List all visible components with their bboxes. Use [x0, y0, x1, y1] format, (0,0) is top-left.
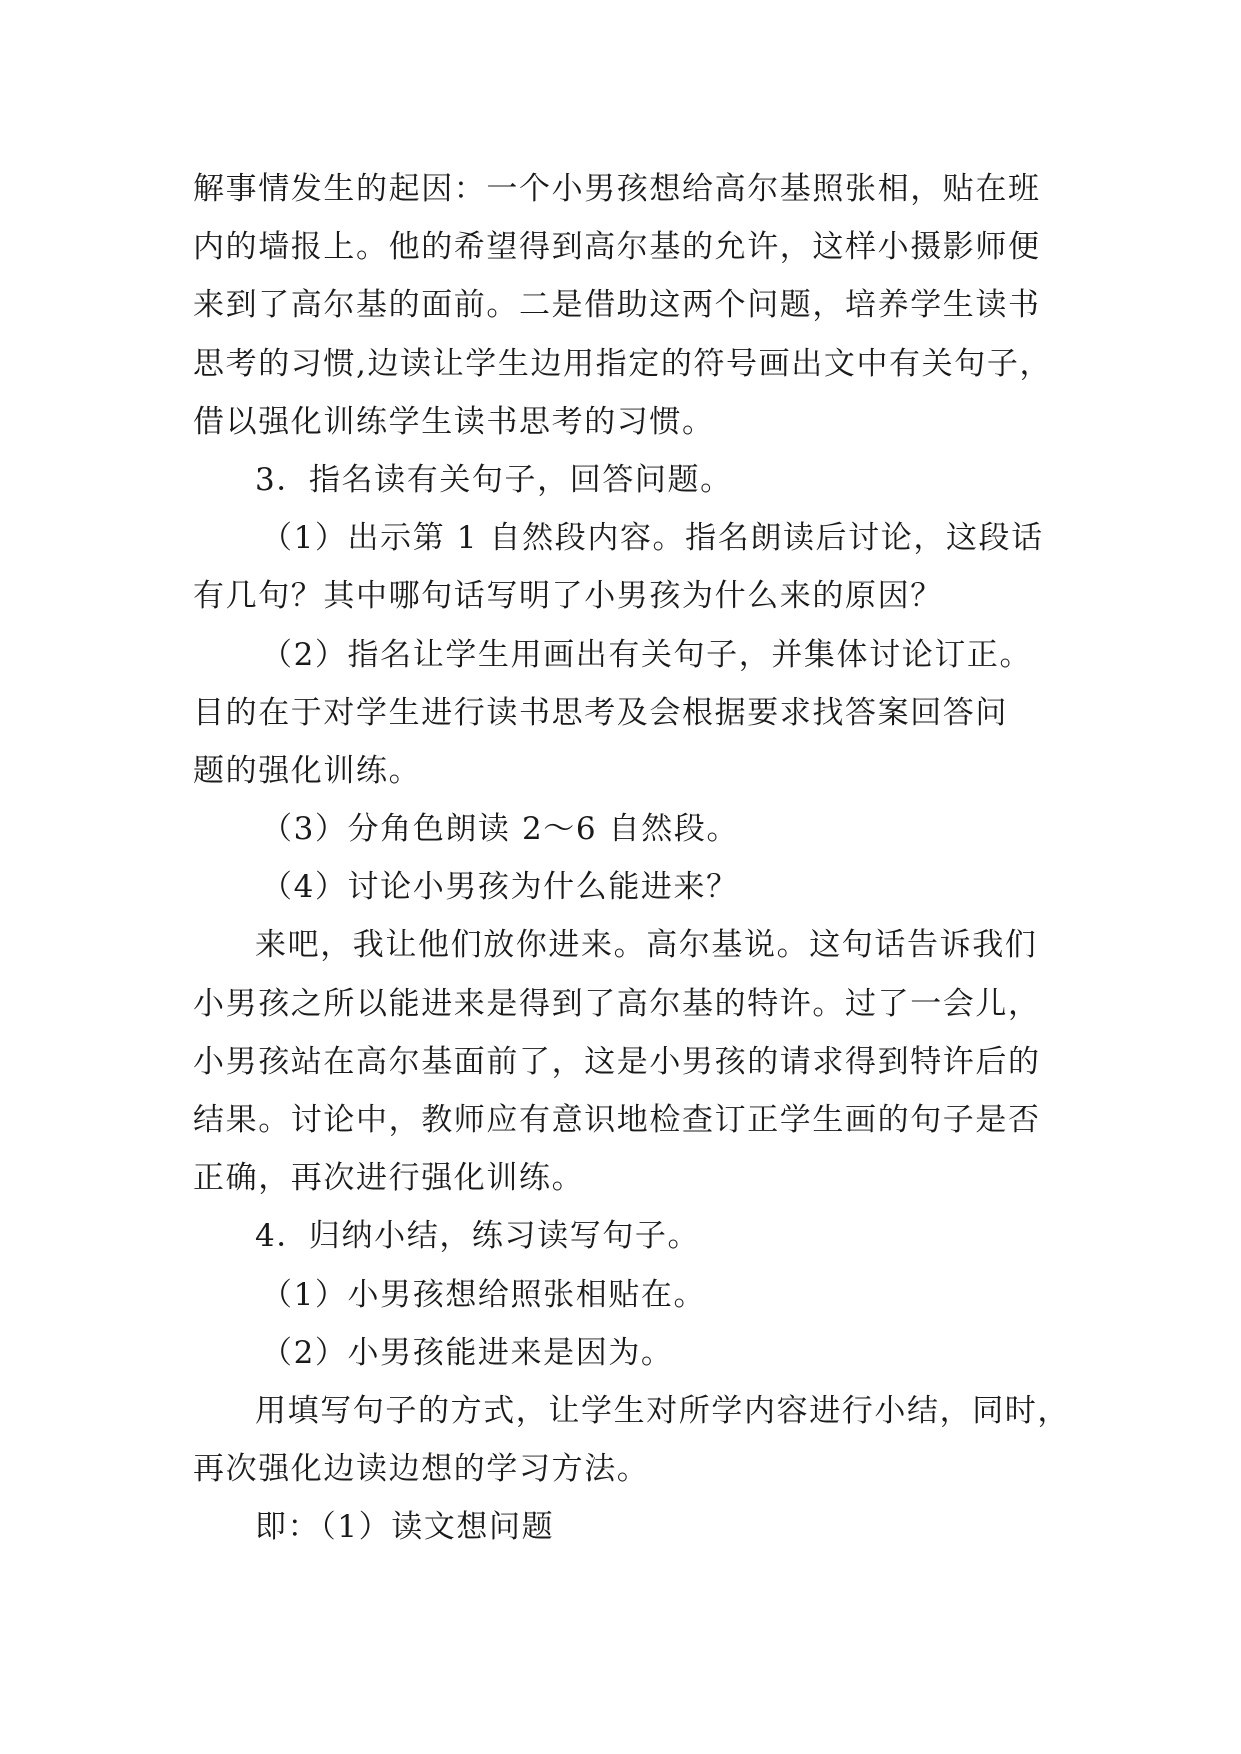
text-line: （2）小男孩能进来是因为。: [261, 1334, 674, 1371]
text-line: 思考的习惯,边读让学生边用指定的符号画出文中有关句子，: [193, 345, 1053, 382]
body-text: [193, 160, 1070, 1557]
text-line: 即：（1）读文想问题: [255, 1509, 555, 1546]
text-line: 借以强化训练学生读书思考的习惯。: [193, 403, 715, 440]
text-line: （1）出示第 1 自然段内容。指名朗读后讨论，这段话: [261, 520, 1044, 557]
text-line: （1）小男孩想给照张相贴在。: [261, 1276, 707, 1313]
text-line: 用填写句子的方式，让学生对所学内容进行小结，同时，: [255, 1392, 1070, 1429]
text-line: 小男孩站在高尔基面前了，这是小男孩的请求得到特许后的: [193, 1043, 1041, 1080]
text-line: 再次强化边读边想的学习方法。: [193, 1451, 650, 1488]
text-line: 目的在于对学生进行读书思考及会根据要求找答案回答问: [193, 694, 1008, 731]
text-line: 解事情发生的起因：一个小男孩想给高尔基照张相，贴在班: [193, 171, 1041, 207]
section-heading: 4．归纳小结，练习读写句子。: [255, 1218, 701, 1255]
text-line: （2）指名让学生用画出有关句子，并集体讨论订正。: [261, 636, 1033, 673]
text-line: （4）讨论小男孩为什么能进来？: [261, 869, 739, 906]
section-heading: 3．指名读有关句子，回答问题。: [255, 461, 733, 498]
text-line: 来到了高尔基的面前。二是借助这两个问题，培养学生读书: [193, 287, 1041, 324]
text-line: 来吧，我让他们放你进来。高尔基说。这句话告诉我们: [255, 927, 1038, 964]
text-line: 正确，再次进行强化训练。: [193, 1160, 585, 1197]
text-line: 有几句？其中哪句话写明了小男孩为什么来的原因？: [193, 578, 943, 615]
text-line: 小男孩之所以能进来是得到了高尔基的特许。过了一会儿，: [193, 985, 1041, 1022]
text-line: 内的墙报上。他的希望得到高尔基的允许，这样小摄影师便: [193, 229, 1041, 266]
text-line: （3）分角色朗读 2～6 自然段。: [261, 811, 740, 848]
text-line: 题的强化训练。: [193, 752, 422, 789]
text-line: 结果。讨论中，教师应有意识地检查订正学生画的句子是否: [193, 1102, 1041, 1138]
